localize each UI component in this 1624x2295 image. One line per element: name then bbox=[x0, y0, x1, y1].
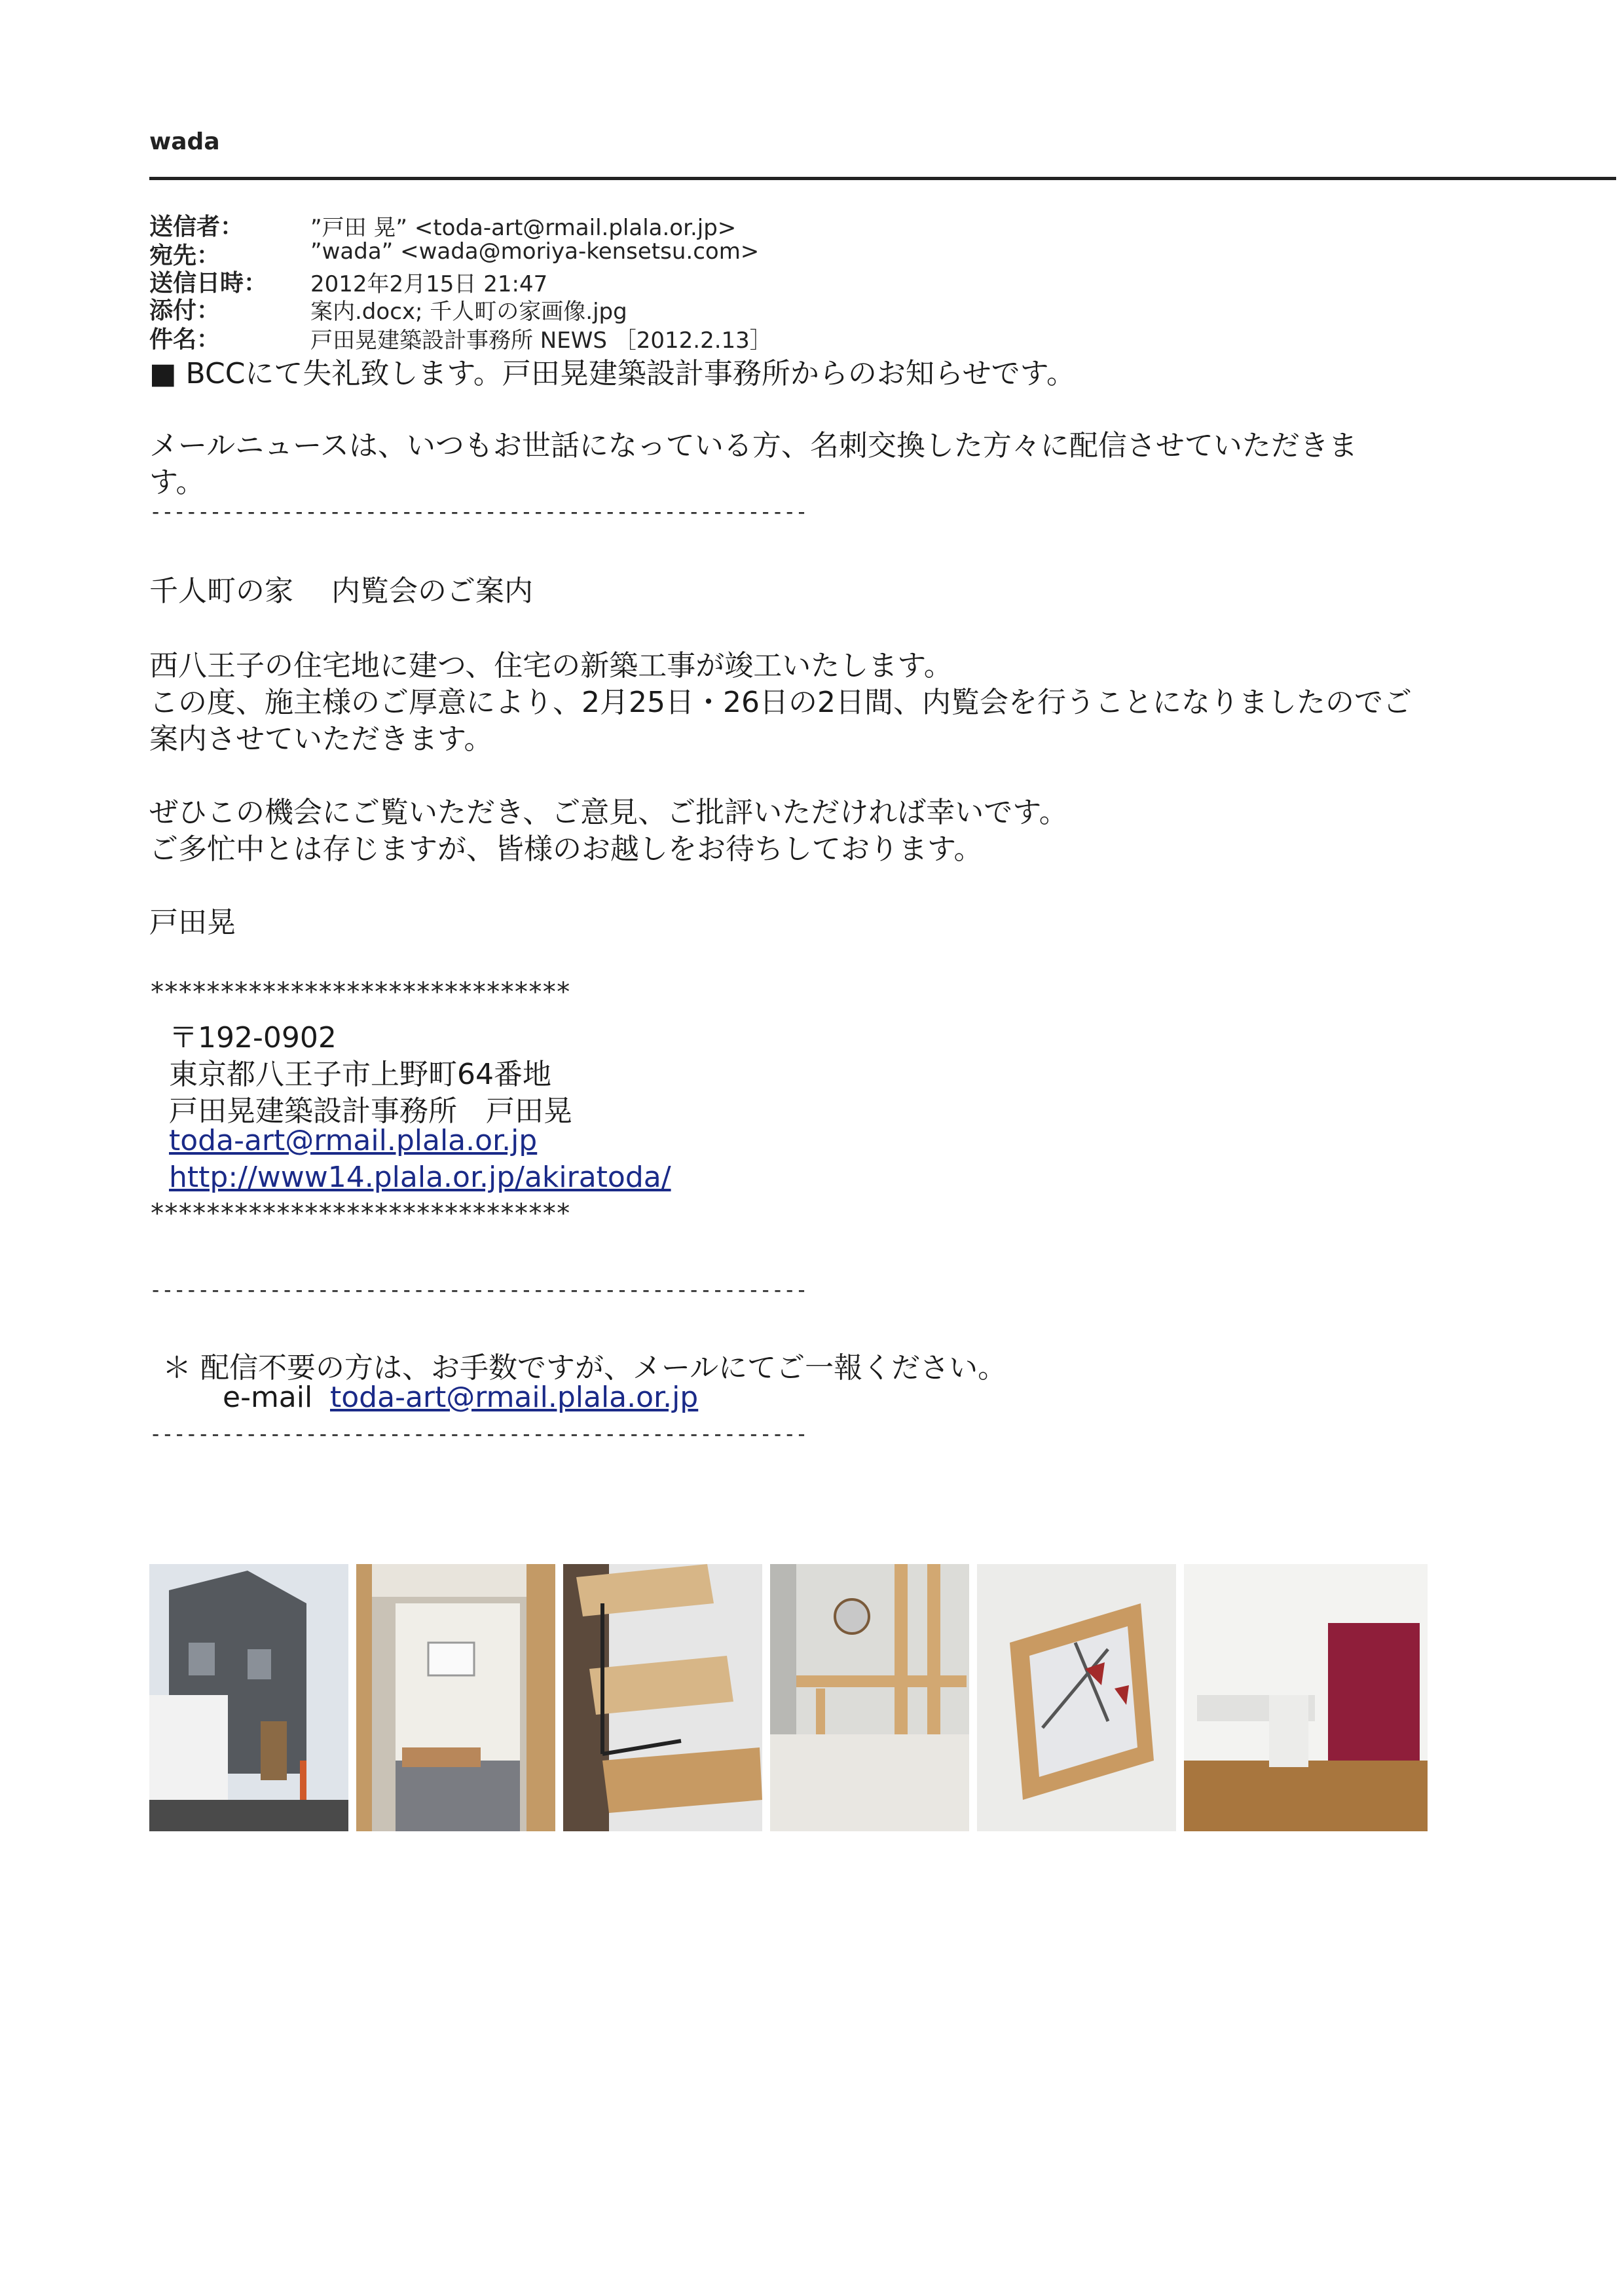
divider-dashes-2: ------------------------------------------------------- bbox=[149, 1277, 807, 1302]
divider-dashes: ------------------------------------------------------- bbox=[149, 499, 807, 524]
signature-stars-top: ****************************** bbox=[149, 977, 570, 1007]
divider-dashes-3: ------------------------------------------------------- bbox=[149, 1421, 807, 1446]
para1-line2: この度、施主様のご厚意により、2月25日・26日の2日間、内覧会を行うことになりましたのでご bbox=[149, 686, 1412, 719]
sender-name: 戸田晃 bbox=[149, 906, 236, 939]
para1-line1: 西八王子の住宅地に建つ、住宅の新築工事が竣工いたします。 bbox=[149, 649, 953, 682]
para1-line3: 案内させていただきます。 bbox=[149, 722, 493, 756]
to-value: ”wada” <wada@moriya-kensetsu.com> bbox=[310, 238, 760, 265]
signature-url-link[interactable]: http://www14.plala.or.jp/akiratoda/ bbox=[169, 1161, 671, 1194]
date-label: 送信日時： bbox=[149, 270, 268, 297]
exterior-photo bbox=[149, 1564, 348, 1831]
attachment-value[interactable]: 案内.docx; 千人町の家画像.jpg bbox=[310, 299, 627, 325]
news-intro-line2: す。 bbox=[149, 466, 205, 499]
date-value: 2012年2月15日 21:47 bbox=[310, 271, 548, 297]
interior-photo bbox=[1184, 1564, 1428, 1831]
unsubscribe-notice: ＊ 配信不要の方は、お手数ですが、メールにてご一報ください。 bbox=[162, 1351, 1007, 1385]
footer-email-link[interactable]: toda-art@rmail.plala.or.jp bbox=[330, 1381, 699, 1414]
attachment-label: 添付： bbox=[149, 297, 221, 324]
para2-line1: ぜひこの機会にご覧いただき、ご意見、ご批評いただければ幸いです。 bbox=[149, 796, 1068, 829]
from-value: ”戸田 晃” <toda-art@rmail.plala.or.jp> bbox=[310, 215, 737, 241]
stair-photo bbox=[563, 1564, 762, 1831]
header-rule bbox=[149, 177, 1616, 180]
signature-email-link[interactable]: toda-art@rmail.plala.or.jp bbox=[169, 1124, 538, 1157]
loft-photo bbox=[770, 1564, 969, 1831]
para2-line2: ご多忙中とは存じますが、皆様のお越しをお待ちしております。 bbox=[149, 832, 983, 866]
footer-email-label: e-mail bbox=[223, 1381, 313, 1414]
entrance-photo bbox=[356, 1564, 555, 1831]
postal-code: 〒192-0902 bbox=[169, 1021, 337, 1054]
to-label: 宛先： bbox=[149, 242, 221, 269]
news-intro-line1: メールニュースは、いつもお世話になっている方、名刺交換した方々に配信させていただきま bbox=[149, 429, 1357, 462]
from-label: 送信者： bbox=[149, 214, 244, 240]
bcc-notice: ■ BCCにて失礼致します。戸田晃建築設計事務所からのお知らせです。 bbox=[149, 357, 1076, 390]
stained-window-photo bbox=[977, 1564, 1176, 1831]
office-address: 東京都八王子市上野町64番地 bbox=[169, 1058, 551, 1091]
subject-label: 件名： bbox=[149, 326, 221, 353]
mailbox-owner: wada bbox=[149, 128, 220, 155]
signature-stars-bottom: ****************************** bbox=[149, 1199, 570, 1229]
office-name: 戸田晃建築設計事務所 戸田晃 bbox=[169, 1094, 572, 1128]
subject-value: 戸田晃建築設計事務所 NEWS ［2012.2.13］ bbox=[310, 327, 772, 354]
event-title: 千人町の家 内覧会のご案内 bbox=[149, 574, 533, 608]
